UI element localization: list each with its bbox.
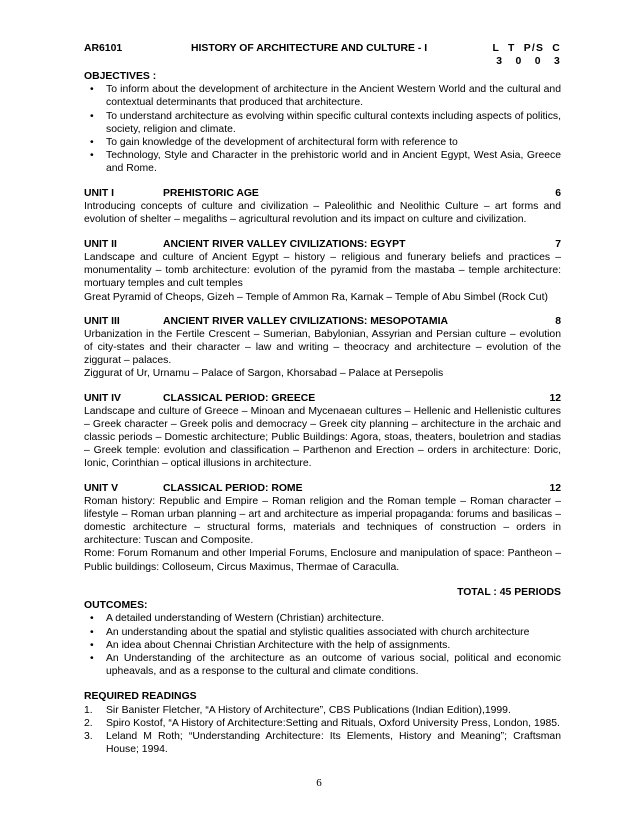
list-item: • To inform about the development of architecture in the Ancient Western World and the cultural and contextual determinants that produced that architecture. — [84, 83, 561, 109]
unit-title: PREHISTORIC AGE — [163, 187, 259, 199]
unit-hours: 6 — [555, 187, 561, 199]
unit-body — [84, 328, 561, 381]
total-periods: TOTAL : 45 PERIODS — [457, 586, 561, 598]
unit-title: ANCIENT RIVER VALLEY CIVILIZATIONS: EGYPT — [163, 239, 406, 251]
unit-title: ANCIENT RIVER VALLEY CIVILIZATIONS: MESOPOTAMIA — [163, 315, 448, 327]
reading-number: 2. — [84, 717, 93, 729]
course-title: HISTORY OF ARCHITECTURE AND CULTURE - I — [191, 43, 428, 54]
syllabus-page — [84, 42, 561, 756]
unit-body — [84, 251, 561, 304]
objectives-heading: OBJECTIVES : — [84, 71, 157, 82]
unit-paragraph: Roman history: Republic and Empire – Roman religion and the Roman temple – Roman character – lifestyle – Roman urban planning – art and architecture as imperial propaganda: forums and basilicas – domestic architecture – structural forms, materials and techniques of construction – orders in architecture: Tuscan and Composite. — [84, 495, 561, 547]
unit-paragraph: Ziggurat of Ur, Urnamu – Palace of Sargon, Khorsabad – Palace at Persepolis — [84, 368, 444, 380]
unit-paragraph: Introducing concepts of culture and civilization – Paleolithic and Neolithic Culture – art forms and evolution of shelter – megaliths – agricultural revolution and its impact on culture and civilization. — [84, 200, 561, 225]
list-item — [84, 730, 561, 756]
unit-paragraph: Landscape and culture of Greece – Minoan and Mycenaean cultures – Hellenic and Hellenistic cultures – Greek character – Greek polis and democracy – Greek city planning – architecture in the archaic and classic periods – Domestic architecture; Public Buildings: Agora, stoas, theaters, bouletrion and stadias – Greek temple: evolution and classification – Parthenon and Erection – orders in architecture: Doric, Ionic, Corinthian – optical illusions in architecture. — [84, 405, 561, 470]
unit-number: UNIT V — [84, 482, 119, 494]
outcomes-list — [84, 612, 561, 678]
reading-text: Sir Banister Fletcher, “A History of Architecture”, CBS Publications (Indian Edition),1999. — [106, 704, 511, 716]
unit-paragraph: Landscape and culture of Ancient Egypt – history – religious and funerary beliefs and practices – monumentality – tomb architecture: evolution of the pyramid from the mastaba – temple architecture: mortuary temples and cult temples — [84, 252, 561, 290]
unit-hours: 8 — [555, 315, 561, 327]
list-item: • An idea about Chennai Christian Architecture with the help of assignments. — [84, 639, 561, 652]
ltpc-values: 3 0 0 3 — [496, 56, 561, 67]
unit-number: UNIT IV — [84, 392, 121, 404]
unit-body — [84, 200, 561, 226]
outcomes-heading: OUTCOMES: — [84, 600, 148, 612]
reading-number: 3. — [84, 730, 93, 742]
unit-number: UNIT III — [84, 315, 120, 327]
unit-heading — [84, 392, 561, 405]
list-item — [84, 717, 561, 730]
page-number: 6 — [316, 777, 322, 789]
unit-title: CLASSICAL PERIOD: GREECE — [163, 392, 316, 404]
reading-text: Spiro Kostof, “A History of Architecture:Setting and Rituals, Oxford University Press, London, 1985. — [106, 717, 560, 729]
unit-paragraph: Rome: Forum Romanum and other Imperial Forums, Enclosure and manipulation of space: Pantheon – Public buildings: Colloseum, Circus Maximus, Thermae of Caraculla. — [84, 548, 561, 573]
objectives-list — [84, 83, 561, 175]
reading-text: Leland M Roth; “Understanding Architecture: Its Elements, History and Meaning”; Craftsman House; 1994. — [106, 730, 561, 756]
unit-heading — [84, 238, 561, 251]
unit-heading — [84, 315, 561, 328]
unit-hours: 7 — [555, 239, 561, 251]
list-item: • To understand architecture as evolving within specific cultural contexts including aspects of politics, society, religion and climate. — [84, 110, 561, 136]
reading-number: 1. — [84, 704, 93, 716]
list-item: • To gain knowledge of the development of architectural form with reference to — [84, 136, 561, 149]
unit-body — [84, 495, 561, 574]
list-item — [84, 704, 561, 717]
unit-paragraph: Urbanization in the Fertile Crescent – Sumerian, Babylonian, Assyrian and Persian culture – evolution of city-states and their character – law and writing – theocracy and architecture – evolution of the ziggurat – palaces. — [84, 328, 561, 367]
list-item: • An understanding about the spatial and stylistic qualities associated with church architecture — [84, 626, 561, 639]
unit-body — [84, 405, 561, 471]
unit-heading — [84, 482, 561, 495]
readings-heading: REQUIRED READINGS — [84, 691, 197, 703]
readings-list — [84, 704, 561, 757]
unit-hours: 12 — [549, 392, 561, 404]
ltpc-label: L T P/S C — [492, 43, 561, 54]
course-header — [84, 42, 561, 70]
unit-paragraph: Great Pyramid of Cheops, Gizeh – Temple of Ammon Ra, Karnak – Temple of Abu Simbel (Rock Cut) — [84, 291, 548, 303]
unit-number: UNIT I — [84, 187, 115, 199]
unit-title: CLASSICAL PERIOD: ROME — [163, 482, 303, 494]
unit-number: UNIT II — [84, 239, 117, 251]
list-item: • A detailed understanding of Western (Christian) architecture. — [84, 612, 561, 625]
course-code: AR6101 — [84, 43, 123, 54]
list-item: • An Understanding of the architecture as an outcome of various social, political and economic upheavals, and as a response to the cultural and climate conditions. — [84, 652, 561, 678]
unit-hours: 12 — [549, 482, 561, 494]
list-item: • Technology, Style and Character in the prehistoric world and in Ancient Egypt, West Asia, Greece and Rome. — [84, 149, 561, 175]
unit-heading — [84, 187, 561, 200]
